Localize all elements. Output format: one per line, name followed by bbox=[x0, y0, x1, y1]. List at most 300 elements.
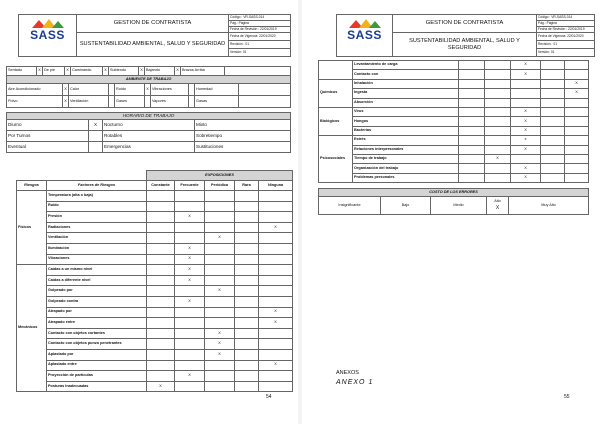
risk-factor: Hongos bbox=[353, 117, 459, 126]
risk-factor: Aplastado entre bbox=[47, 360, 147, 371]
form-subtitle-right: SUSTENTABILIDAD AMBIENTAL, SALUD Y SEGURIDAD bbox=[393, 33, 537, 57]
exposures-title: EXPOSICIONES bbox=[147, 171, 293, 181]
exposure-mark bbox=[205, 371, 235, 382]
form-title-right: GESTION DE CONTRATISTA bbox=[393, 15, 537, 33]
exposure-mark bbox=[565, 173, 589, 182]
exposure-mark bbox=[511, 154, 541, 163]
meta-validity-date-right: Fecha de Vigencia: 22/01/2020 bbox=[537, 33, 595, 41]
exposure-mark bbox=[205, 275, 235, 286]
exposure-mark bbox=[147, 275, 175, 286]
exposure-mark bbox=[175, 360, 205, 371]
risk-factor: Temperatura (alta o baja) bbox=[47, 191, 147, 202]
schedule-label: Mixto bbox=[195, 120, 291, 131]
exposure-mark bbox=[147, 328, 175, 339]
risk-factor: Inhalación bbox=[353, 79, 459, 88]
risk-factor: Ingesta bbox=[353, 89, 459, 98]
exposure-mark: X bbox=[259, 318, 293, 329]
table-row bbox=[17, 328, 293, 339]
exposure-mark bbox=[147, 212, 175, 223]
exposure-mark: X bbox=[205, 233, 235, 244]
exposure-mark bbox=[235, 381, 259, 392]
form-subtitle: SUSTENTABILIDAD AMBIENTAL, SALUD Y SEGURIDAD bbox=[77, 33, 229, 57]
exposure-header: Riesgos bbox=[17, 181, 47, 191]
exposure-mark bbox=[147, 243, 175, 254]
risk-factor: Radiaciones bbox=[47, 222, 147, 233]
meta-version: Versión: 01 bbox=[229, 49, 291, 57]
exposure-mark bbox=[459, 107, 485, 116]
page-number-left: 54 bbox=[266, 394, 272, 400]
table-row bbox=[319, 164, 589, 173]
exposure-mark: X bbox=[511, 61, 541, 70]
exposure-mark bbox=[459, 145, 485, 154]
table-row bbox=[17, 371, 293, 382]
environment-label: Aire Acondicionado bbox=[7, 84, 63, 96]
exposure-mark bbox=[175, 318, 205, 329]
table-row bbox=[17, 201, 293, 212]
risk-factor: Ruido bbox=[47, 201, 147, 212]
exposure-mark bbox=[485, 89, 511, 98]
exposure-mark bbox=[459, 117, 485, 126]
risk-group: Psicosociales bbox=[319, 136, 353, 183]
exposure-mark: X bbox=[511, 117, 541, 126]
table-row bbox=[17, 381, 293, 392]
table-row bbox=[319, 126, 589, 135]
exposure-mark bbox=[259, 371, 293, 382]
environment-label: Polvo bbox=[7, 96, 63, 108]
table-row bbox=[17, 233, 293, 244]
exposure-mark bbox=[235, 296, 259, 307]
exposure-mark bbox=[147, 222, 175, 233]
risk-factor: Aplastado por bbox=[47, 349, 147, 360]
exposure-mark bbox=[175, 222, 205, 233]
exposure-mark bbox=[235, 201, 259, 212]
exposure-mark bbox=[565, 117, 589, 126]
exposure-mark bbox=[205, 201, 235, 212]
environment-row bbox=[7, 96, 291, 108]
risk-group bbox=[319, 61, 353, 80]
table-row bbox=[17, 275, 293, 286]
schedule-label: Diurno bbox=[7, 120, 89, 131]
table-row bbox=[17, 222, 293, 233]
exposure-mark bbox=[175, 381, 205, 392]
exposure-mark bbox=[205, 265, 235, 276]
exposure-mark bbox=[235, 360, 259, 371]
exposure-mark bbox=[147, 233, 175, 244]
exposure-mark bbox=[235, 339, 259, 350]
exposure-mark bbox=[205, 254, 235, 265]
exposure-mark bbox=[205, 243, 235, 254]
table-row bbox=[17, 296, 293, 307]
table-row bbox=[17, 265, 293, 276]
exposure-mark bbox=[565, 154, 589, 163]
exposure-mark bbox=[485, 70, 511, 79]
exposure-mark: X bbox=[511, 70, 541, 79]
exposure-table-left bbox=[16, 170, 293, 392]
exposure-mark bbox=[541, 89, 565, 98]
page-55 bbox=[302, 0, 600, 424]
exposure-mark bbox=[459, 70, 485, 79]
table-row bbox=[17, 212, 293, 223]
exposure-mark bbox=[485, 79, 511, 88]
exposure-header: Ninguna bbox=[259, 181, 293, 191]
exposure-mark bbox=[565, 145, 589, 154]
schedule-label: Por Turnos bbox=[7, 131, 89, 142]
exposure-mark bbox=[259, 243, 293, 254]
schedule-mark: X bbox=[89, 120, 103, 131]
risk-factor: Absorción bbox=[353, 98, 459, 107]
environment-title: AMBIENTE DE TRABAJO bbox=[7, 76, 291, 84]
exposure-mark bbox=[541, 70, 565, 79]
exposure-mark bbox=[485, 107, 511, 116]
risk-factor: Virus bbox=[353, 107, 459, 116]
exposure-mark: X bbox=[511, 107, 541, 116]
exposure-mark bbox=[259, 254, 293, 265]
error-cost-title: COSTO DE LOS ERRORES bbox=[319, 189, 589, 197]
exposure-mark: X bbox=[259, 307, 293, 318]
exposure-mark bbox=[541, 107, 565, 116]
environment-mark: X bbox=[63, 84, 69, 96]
risk-factor: Caídas a un mismo nivel bbox=[47, 265, 147, 276]
exposure-mark bbox=[235, 307, 259, 318]
exposure-mark bbox=[205, 318, 235, 329]
exposure-mark bbox=[147, 318, 175, 329]
exposure-mark bbox=[259, 212, 293, 223]
meta-revision-date-right: Fecha de Revisión : 22/01/2019 bbox=[537, 27, 595, 33]
table-row bbox=[17, 286, 293, 297]
risk-factor: Levantamiento de carga bbox=[353, 61, 459, 70]
posture-label: Bajando bbox=[145, 67, 175, 76]
exposure-mark bbox=[511, 79, 541, 88]
exposure-mark bbox=[485, 145, 511, 154]
exposure-mark bbox=[147, 296, 175, 307]
environment-label: Ruido bbox=[115, 84, 145, 96]
exposure-mark bbox=[541, 126, 565, 135]
environment-label: Vapores bbox=[151, 96, 189, 108]
sass-logo-right: SASS bbox=[338, 15, 391, 56]
exposure-mark bbox=[147, 286, 175, 297]
exposure-mark bbox=[205, 307, 235, 318]
table-row bbox=[17, 191, 293, 202]
exposure-mark: X bbox=[175, 265, 205, 276]
exposure-mark bbox=[235, 286, 259, 297]
exposure-mark: X bbox=[511, 126, 541, 135]
exposure-mark bbox=[565, 98, 589, 107]
exposure-mark bbox=[541, 173, 565, 182]
table-row bbox=[17, 339, 293, 350]
meta-code-right: Código : VR-SASS-014 bbox=[537, 15, 595, 21]
exposure-mark bbox=[147, 307, 175, 318]
risk-group: Mecánicos bbox=[17, 265, 47, 392]
page-number-right: 55 bbox=[564, 394, 570, 400]
exposure-mark bbox=[175, 328, 205, 339]
meta-page: Pág.: Página bbox=[229, 21, 291, 27]
exposure-mark bbox=[259, 233, 293, 244]
exposure-mark bbox=[235, 318, 259, 329]
exposure-mark: X bbox=[175, 371, 205, 382]
exposure-mark: X bbox=[175, 296, 205, 307]
exposure-mark bbox=[259, 381, 293, 392]
risk-factor: Proyección de partículas bbox=[47, 371, 147, 382]
exposure-mark bbox=[147, 254, 175, 265]
cost-insignificant: Insignificante bbox=[319, 197, 381, 215]
posture-mark: X bbox=[37, 67, 43, 76]
annexes-heading: ANEXOS bbox=[336, 370, 359, 376]
schedule-label: Sobretiempo bbox=[195, 131, 291, 142]
exposure-mark bbox=[565, 61, 589, 70]
exposure-mark: X bbox=[565, 79, 589, 88]
exposure-mark bbox=[147, 201, 175, 212]
exposure-mark bbox=[485, 117, 511, 126]
table-row bbox=[319, 61, 589, 70]
exposure-mark bbox=[175, 201, 205, 212]
exposure-mark: X bbox=[175, 212, 205, 223]
schedule-table bbox=[6, 112, 291, 153]
table-row bbox=[319, 79, 589, 88]
exposure-mark bbox=[175, 349, 205, 360]
logo-cell bbox=[19, 15, 77, 57]
risk-factor: Organización del trabajo bbox=[353, 164, 459, 173]
exposure-mark bbox=[147, 349, 175, 360]
exposure-mark: X bbox=[511, 164, 541, 173]
exposure-mark bbox=[235, 371, 259, 382]
exposure-mark bbox=[459, 126, 485, 135]
exposure-mark: X bbox=[565, 89, 589, 98]
risk-factor: Caídas a diferente nivel bbox=[47, 275, 147, 286]
exposure-mark bbox=[259, 265, 293, 276]
exposure-mark bbox=[259, 286, 293, 297]
exposure-mark bbox=[175, 339, 205, 350]
exposure-header: Rara bbox=[235, 181, 259, 191]
exposure-mark bbox=[205, 381, 235, 392]
environment-label: Calor bbox=[69, 84, 109, 96]
risk-factor: Contacto con objetos cortantes bbox=[47, 328, 147, 339]
exposure-mark bbox=[259, 339, 293, 350]
risk-factor: Golpeado por bbox=[47, 286, 147, 297]
risk-factor: Posturas Inadecuadas bbox=[47, 381, 147, 392]
exposure-mark bbox=[175, 307, 205, 318]
exposure-mark bbox=[235, 328, 259, 339]
logo-cell-right bbox=[337, 15, 393, 57]
meta-revision-date: Fecha de Revisión : 22/01/2019 bbox=[229, 27, 291, 33]
exposure-mark: X bbox=[205, 349, 235, 360]
exposure-mark bbox=[541, 98, 565, 107]
exposure-header: Periódica bbox=[205, 181, 235, 191]
schedule-label: Sustituciones bbox=[195, 142, 291, 153]
exposure-mark bbox=[205, 191, 235, 202]
document-header-right bbox=[336, 14, 595, 57]
exposure-mark: X bbox=[205, 339, 235, 350]
table-row bbox=[17, 318, 293, 329]
exposure-mark bbox=[565, 136, 589, 145]
exposure-mark: X bbox=[259, 222, 293, 233]
exposure-mark bbox=[235, 233, 259, 244]
table-row bbox=[319, 98, 589, 107]
exposure-mark bbox=[485, 173, 511, 182]
exposure-mark bbox=[541, 145, 565, 154]
risk-factor: Relaciones interpersonales bbox=[353, 145, 459, 154]
page-54 bbox=[0, 0, 298, 424]
schedule-label: Nocturno bbox=[103, 120, 195, 131]
meta-validity-date: Fecha de Vigencia: 22/01/2020 bbox=[229, 33, 291, 41]
exposure-mark bbox=[459, 173, 485, 182]
meta-revision-right: Revisión : 01 bbox=[537, 41, 595, 49]
exposure-mark bbox=[541, 136, 565, 145]
posture-label: Subiendo bbox=[109, 67, 139, 76]
risk-factor: Bacterias bbox=[353, 126, 459, 135]
exposure-mark: X bbox=[175, 275, 205, 286]
environment-label: Humedad bbox=[195, 84, 239, 96]
table-row bbox=[319, 173, 589, 182]
schedule-row bbox=[7, 142, 291, 153]
risk-factor: Tiempo de trabajo bbox=[353, 154, 459, 163]
environment-table bbox=[6, 75, 291, 108]
exposure-mark bbox=[175, 233, 205, 244]
exposure-mark bbox=[541, 154, 565, 163]
exposure-mark bbox=[205, 360, 235, 371]
exposure-mark: X bbox=[175, 243, 205, 254]
schedule-row bbox=[7, 120, 291, 131]
exposure-header: Constante bbox=[147, 181, 175, 191]
form-title: GESTION DE CONTRATISTA bbox=[77, 15, 229, 33]
exposure-mark bbox=[205, 296, 235, 307]
exposure-mark bbox=[541, 79, 565, 88]
schedule-label: Rotables bbox=[103, 131, 195, 142]
table-row bbox=[17, 349, 293, 360]
risk-factor: Presión bbox=[47, 212, 147, 223]
table-row bbox=[17, 360, 293, 371]
cost-medium: Medio bbox=[431, 197, 487, 215]
exposure-mark bbox=[459, 154, 485, 163]
exposure-mark bbox=[565, 107, 589, 116]
posture-label: De pie bbox=[43, 67, 65, 76]
posture-mark: X bbox=[103, 67, 109, 76]
exposure-mark bbox=[235, 212, 259, 223]
table-row bbox=[319, 154, 589, 163]
posture-mark: X bbox=[175, 67, 181, 76]
cost-very-high: Muy Alto bbox=[509, 197, 589, 215]
exposure-mark bbox=[235, 265, 259, 276]
exposure-mark bbox=[147, 265, 175, 276]
cost-high-mark: X bbox=[495, 204, 500, 211]
exposure-table-right bbox=[318, 60, 589, 183]
exposure-mark bbox=[147, 360, 175, 371]
exposure-mark bbox=[175, 191, 205, 202]
exposure-mark bbox=[259, 201, 293, 212]
exposure-mark bbox=[259, 349, 293, 360]
table-row bbox=[319, 89, 589, 98]
exposure-mark bbox=[175, 286, 205, 297]
exposure-mark bbox=[235, 191, 259, 202]
table-row bbox=[319, 136, 589, 145]
risk-group: Químicos bbox=[319, 79, 353, 107]
table-row bbox=[319, 117, 589, 126]
risk-factor: Iluminación bbox=[47, 243, 147, 254]
table-row bbox=[319, 145, 589, 154]
exposure-mark: X bbox=[175, 254, 205, 265]
environment-row bbox=[7, 84, 291, 96]
exposure-mark: X bbox=[205, 328, 235, 339]
exposure-headers bbox=[17, 181, 293, 191]
exposure-mark bbox=[235, 222, 259, 233]
schedule-row bbox=[7, 131, 291, 142]
exposure-mark bbox=[459, 164, 485, 173]
exposure-mark: x bbox=[511, 136, 541, 145]
table-row bbox=[319, 107, 589, 116]
risk-factor: Atrapado por bbox=[47, 307, 147, 318]
exposure-mark bbox=[259, 296, 293, 307]
exposure-mark bbox=[147, 191, 175, 202]
exposure-mark bbox=[485, 61, 511, 70]
exposure-mark bbox=[459, 89, 485, 98]
posture-mark: X bbox=[139, 67, 145, 76]
exposure-mark bbox=[485, 126, 511, 135]
exposure-mark bbox=[459, 98, 485, 107]
exposure-mark bbox=[565, 70, 589, 79]
meta-version-right: Versión: 01 bbox=[537, 49, 595, 57]
exposure-mark: X bbox=[259, 360, 293, 371]
table-row bbox=[319, 70, 589, 79]
exposure-mark: X bbox=[511, 145, 541, 154]
exposure-mark bbox=[147, 339, 175, 350]
exposure-mark bbox=[485, 136, 511, 145]
environment-mark: X bbox=[63, 96, 69, 108]
schedule-mark bbox=[89, 131, 103, 142]
environment-label: Ventilación bbox=[69, 96, 109, 108]
risk-factor: Contacto con bbox=[353, 70, 459, 79]
exposure-mark bbox=[511, 98, 541, 107]
schedule-title: HORARIO DE TRABAJO bbox=[7, 113, 291, 120]
posture-label: Caminando bbox=[71, 67, 103, 76]
exposure-header: Frecuente bbox=[175, 181, 205, 191]
risk-group: Biológicos bbox=[319, 107, 353, 135]
schedule-label: Emergencias bbox=[103, 142, 195, 153]
exposure-mark bbox=[565, 126, 589, 135]
cost-high: Alto X bbox=[487, 197, 509, 215]
exposure-mark bbox=[459, 61, 485, 70]
table-row bbox=[17, 307, 293, 318]
exposure-mark bbox=[565, 164, 589, 173]
exposure-mark bbox=[511, 89, 541, 98]
exposure-mark bbox=[235, 254, 259, 265]
exposure-mark bbox=[485, 164, 511, 173]
environment-label: Gases bbox=[115, 96, 145, 108]
exposure-mark: X bbox=[485, 154, 511, 163]
exposure-mark bbox=[485, 98, 511, 107]
cost-low: Bajo bbox=[381, 197, 431, 215]
exposure-mark bbox=[541, 61, 565, 70]
schedule-mark bbox=[89, 142, 103, 153]
meta-page-right: Pág.: Página bbox=[537, 21, 595, 27]
document-header bbox=[18, 14, 291, 57]
posture-mark: X bbox=[65, 67, 71, 76]
risk-factor: Atrapado entre bbox=[47, 318, 147, 329]
exposure-mark: X bbox=[511, 173, 541, 182]
schedule-label: Eventual bbox=[7, 142, 89, 153]
exposure-mark: X bbox=[205, 286, 235, 297]
risk-factor: Estrés bbox=[353, 136, 459, 145]
meta-revision: Revisión : 01 bbox=[229, 41, 291, 49]
exposure-mark bbox=[541, 117, 565, 126]
posture-label: Sentado bbox=[7, 67, 37, 76]
environment-label: Vibraciones bbox=[151, 84, 189, 96]
risk-factor: Contacto con objetos punzo penetrantes bbox=[47, 339, 147, 350]
risk-factor: Problemas personales bbox=[353, 173, 459, 182]
exposure-mark bbox=[459, 79, 485, 88]
exposure-mark bbox=[259, 191, 293, 202]
table-row bbox=[17, 243, 293, 254]
exposure-mark bbox=[235, 349, 259, 360]
exposure-mark bbox=[259, 328, 293, 339]
